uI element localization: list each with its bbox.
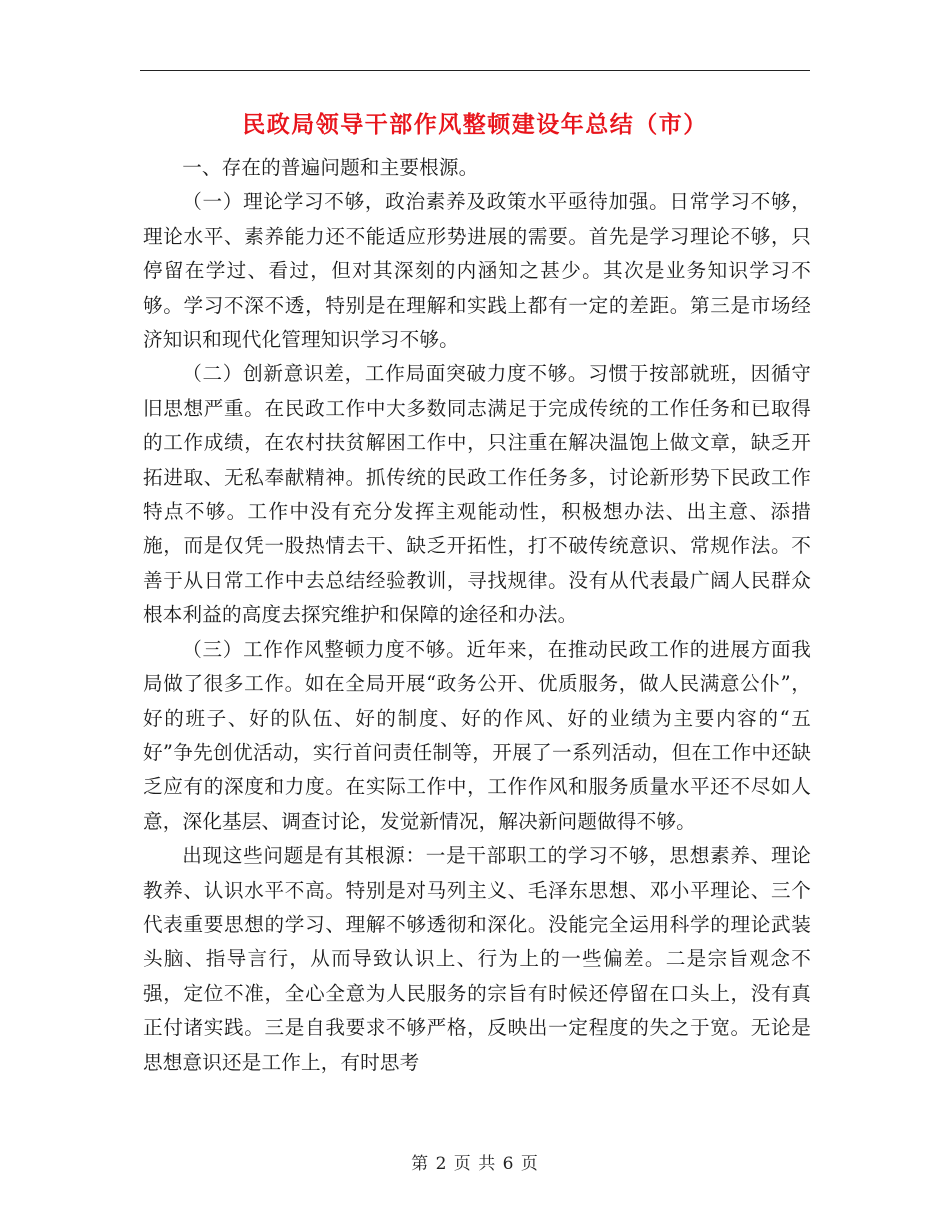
document-title: 民政局领导干部作风整顿建设年总结（市） <box>242 111 708 138</box>
paragraph-1: （一）理论学习不够，政治素养及政策水平亟待加强。日常学习不够，理论水平、素养能力还不能适应形势进展的需要。首先是学习理论不够，只停留在学过、看过，但对其深刻的内涵知之甚少。其次是业务知识学习不够。学习不深不透，特别是在理解和实践上都有一定的差距。第三是市场经济知识和现代化管理知识学习不够。 <box>143 190 811 352</box>
paragraph-4: 出现这些问题是有其根源：一是干部职工的学习不够，思想素养、理论教养、认识水平不高。特别是对马列主义、毛泽东思想、邓小平理论、三个代表重要思想的学习、理解不够透彻和深化。没能完全运用科学的理论武装头脑、指导言行，从而导致认识上、行为上的一些偏差。二是宗旨观念不强，定位不准，全心全意为人民服务的宗旨有时候还停留在口头上，没有真正付诸实践。三是自我要求不够严格，反映出一定程度的失之于宽。无论是思想意识还是工作上，有时思考 <box>143 844 811 1074</box>
paragraph-3: （三）工作作风整顿力度不够。近年来，在推动民政工作的进展方面我局做了很多工作。如在全局开展“政务公开、优质服务，做人民满意公仆”，好的班子、好的队伍、好的制度、好的作风、好的业绩为主要内容的“五好”争先创优活动，实行首问责任制等，开展了一系列活动，但在工作中还缺乏应有的深度和力度。在实际工作中，工作作风和服务质量水平还不尽如人意，深化基层、调查讨论，发觉新情况，解决新问题做得不够。 <box>143 637 811 833</box>
section-heading: 一、存在的普遍问题和主要根源。 <box>182 156 479 179</box>
paragraph-2: （二）创新意识差，工作局面突破力度不够。习惯于按部就班，因循守旧思想严重。在民政工作中大多数同志满足于完成传统的工作任务和已取得的工作成绩，在农村扶贫解困工作中，只注重在解决温饱上做文章，缺乏开拓进取、无私奉献精神。抓传统的民政工作任务多，讨论新形势下民政工作特点不够。工作中没有充分发挥主观能动性，积极想办法、出主意、添措施，而是仅凭一股热情去干、缺乏开拓性，打不破传统意识、常规作法。不善于从日常工作中去总结经验教训，寻找规律。没有从代表最广阔人民群众根本利益的高度去探究维护和保障的途径和办法。 <box>143 362 811 627</box>
header-rule <box>140 70 810 71</box>
document-body <box>143 151 811 1080</box>
page-number: 第 2 页 共 6 页 <box>411 1154 539 1174</box>
